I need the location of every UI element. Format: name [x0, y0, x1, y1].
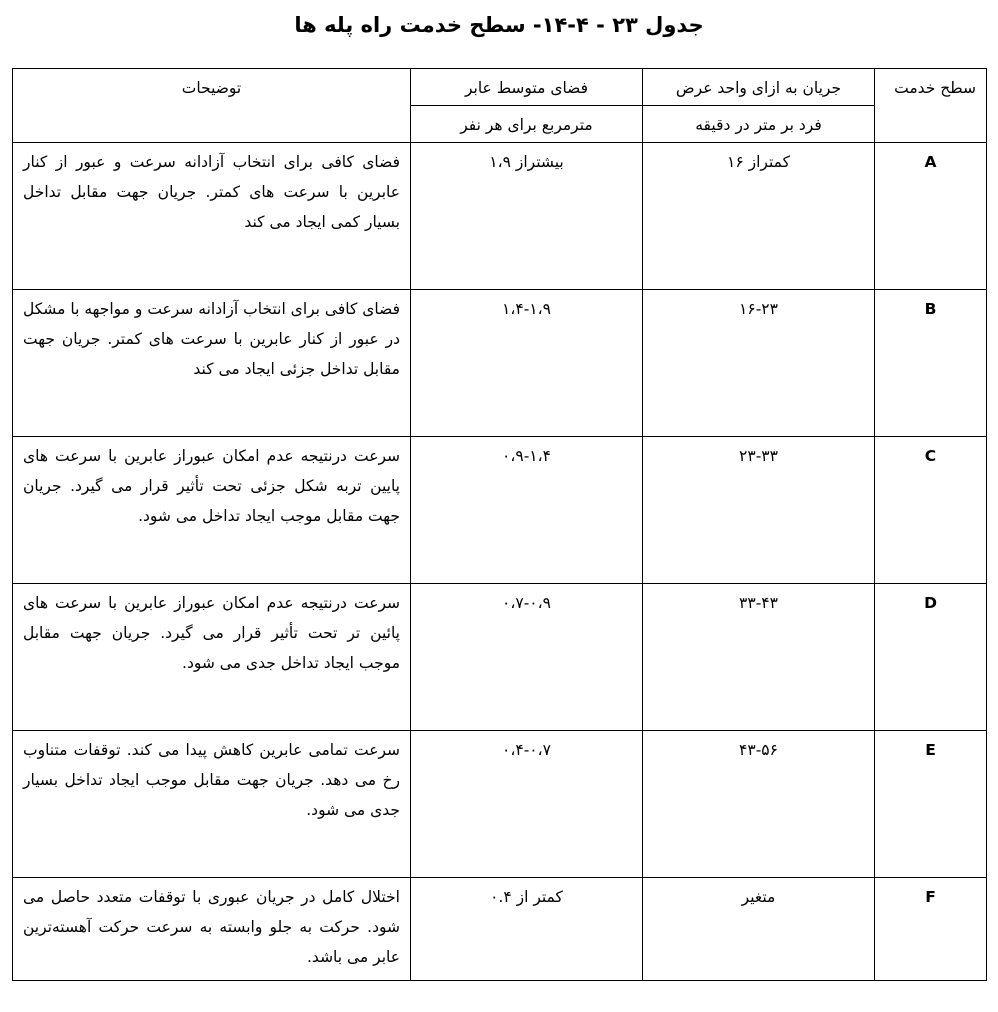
- level-cell: F: [875, 878, 987, 981]
- header-row: [13, 69, 987, 106]
- space-cell: ۰،۹-۱،۴: [411, 437, 643, 584]
- flow-cell: ۲۳-۳۳: [643, 437, 875, 584]
- description-cell: فضای کافی برای انتخاب آزادانه سرعت و عبور از کنار عابرین با سرعت های کمتر. جریان جهت مقابل تداخل بسیار کمی ایجاد می کند: [13, 143, 411, 290]
- header-space: فضای متوسط عابر: [411, 69, 643, 106]
- flow-cell: ۱۶-۲۳: [643, 290, 875, 437]
- header-space-unit: مترمربع برای هر نفر: [411, 106, 643, 143]
- description-cell: فضای کافی برای انتخاب آزادانه سرعت و مواجهه با مشکل در عبور از کنار عابرین با سرعت های کمتر. جریان جهت مقابل تداخل جزئی ایجاد می کند: [13, 290, 411, 437]
- flow-cell: ۳۳-۴۳: [643, 584, 875, 731]
- table-row: [13, 437, 987, 584]
- description-cell: سرعت درنتیجه عدم امکان عبوراز عابرین با سرعت های پایین تربه شکل جزئی تحت تأثیر قرار می گیرد. جریان جهت مقابل موجب ایجاد تداخل می شود.: [13, 437, 411, 584]
- description-cell: اختلال کامل در جریان عبوری با توقفات متعدد حاصل می شود. حرکت به جلو وابسته به سرعت حرکت آهسته‌ترین عابر می باشد.: [13, 878, 411, 981]
- space-cell: بیشتراز ۱،۹: [411, 143, 643, 290]
- level-cell: A: [875, 143, 987, 290]
- header-level: سطح خدمت: [875, 69, 987, 143]
- header-flow-unit: فرد بر متر در دقیقه: [643, 106, 875, 143]
- header-description: توضیحات: [13, 69, 411, 143]
- flow-cell: کمتراز ۱۶: [643, 143, 875, 290]
- table-row: [13, 143, 987, 290]
- space-cell: ۰،۴-۰،۷: [411, 731, 643, 878]
- header-flow: جریان به ازای واحد عرض: [643, 69, 875, 106]
- description-cell: سرعت تمامی عابرین کاهش پیدا می کند. توقفات متناوب رخ می دهد. جریان جهت مقابل موجب ایجاد تداخل بسیار جدی می شود.: [13, 731, 411, 878]
- table-row: [13, 290, 987, 437]
- space-cell: ۰،۷-۰،۹: [411, 584, 643, 731]
- level-cell: E: [875, 731, 987, 878]
- level-cell: C: [875, 437, 987, 584]
- level-cell: B: [875, 290, 987, 437]
- space-cell: کمتر از ۰.۴: [411, 878, 643, 981]
- table-row: [13, 731, 987, 878]
- flow-cell: متغیر: [643, 878, 875, 981]
- level-of-service-table: [12, 68, 987, 981]
- level-cell: D: [875, 584, 987, 731]
- space-cell: ۱،۴-۱،۹: [411, 290, 643, 437]
- flow-cell: ۴۳-۵۶: [643, 731, 875, 878]
- table-row: [13, 878, 987, 981]
- description-cell: سرعت درنتیجه عدم امکان عبوراز عابرین با سرعت های پائین تر تحت تأثیر قرار می گیرد. جریان جهت مقابل موجب ایجاد تداخل جدی می شود.: [13, 584, 411, 731]
- table-row: [13, 584, 987, 731]
- table-title: جدول ۲۳ - ۴-۱۴- سطح خدمت راه پله ها: [294, 13, 704, 37]
